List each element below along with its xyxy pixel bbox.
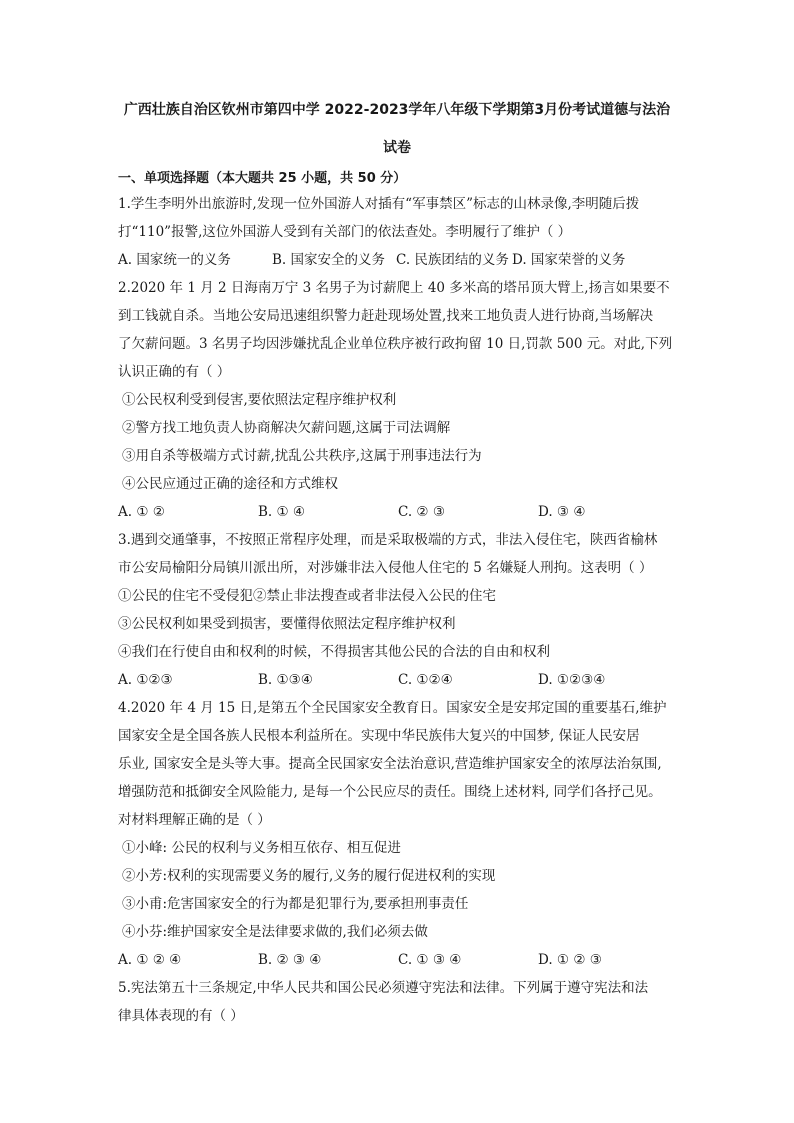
- question-text: 市公安局榆阳分局镇川派出所，对涉嫌非法入侵他人住宅的 5 名嫌疑人刑拘。这表明（ ）: [118, 560, 653, 576]
- question-text: 1.学生李明外出旅游时,发现一位外国游人对插有“军事禁区”标志的山林录像,李明随后拨: [118, 196, 640, 212]
- question-text: 对材料理解正确的是（ ）: [118, 812, 271, 828]
- exam-title-line1: 广西壮族自治区钦州市第四中学 2022-2023学年八年级下学期第3月份考试道德与法治: [123, 102, 671, 118]
- options-row: [118, 946, 680, 974]
- option-c: C. 民族团结的义务: [396, 252, 509, 268]
- question-text: 2.2020 年 1 月 2 日海南万宁 3 名男子为讨薪爬上 40 多米高的塔吊顶大臂上,扬言如果要不: [118, 280, 670, 296]
- question-text: ③公民权利如果受到损害，要懂得依照法定程序维护权利: [118, 616, 456, 632]
- question-text: 到工钱就自杀。当地公安局迅速组织警力赶赴现场处置,找来工地负责人进行协商,当场解决: [118, 308, 654, 324]
- statement: ④公民应通过正确的途径和方式维权: [122, 476, 338, 492]
- question-text: 打“110”报警,这位外国游人受到有关部门的依法查处。李明履行了维护（ ）: [118, 224, 572, 240]
- question-text: 律具体表现的有（ ）: [118, 1008, 244, 1024]
- question-text: 国家安全是全国各族人民根本利益所在。实现中华民族伟大复兴的中国梦, 保证人民安居: [118, 728, 640, 744]
- question-text: ①公民的住宅不受侵犯②禁止非法搜查或者非法侵入公民的住宅: [118, 588, 496, 604]
- question-text: 认识正确的有（ ）: [118, 364, 231, 380]
- statement: ①小峰: 公民的权利与义务相互依存、相互促进: [122, 840, 401, 856]
- statement: ①公民权利受到侵害,要依照法定程序维护权利: [122, 392, 397, 408]
- question-text: 5.宪法第五十三条规定,中华人民共和国公民必须遵守宪法和法律。下列属于遵守宪法和法: [118, 980, 649, 996]
- question-5: [118, 974, 680, 1030]
- option-a: A. 国家统一的义务: [118, 252, 231, 268]
- statement: ④小芬:维护国家安全是法律要求做的,我们必须去做: [122, 924, 428, 940]
- option-d: D. ① ② ③: [538, 952, 602, 968]
- option-c: C. ① ③ ④: [398, 952, 462, 968]
- section-heading: 一、单项选择题（本大题共 25 小题，共 50 分）: [118, 171, 407, 186]
- options-row: [118, 246, 680, 274]
- question-3: [118, 526, 680, 694]
- question-2: [118, 274, 680, 526]
- option-c: C. ①②④: [398, 672, 453, 688]
- option-b: B. ①③④: [258, 672, 313, 688]
- question-text: 3.遇到交通肇事，不按照正常程序处理，而是采取极端的方式，非法入侵住宅，陕西省榆林: [118, 532, 658, 548]
- question-1: [118, 190, 680, 274]
- option-a: A. ① ② ④: [118, 952, 182, 968]
- option-a: A. ①②③: [118, 672, 173, 688]
- statement: ③用自杀等极端方式讨薪,扰乱公共秩序,这属于刑事违法行为: [122, 448, 482, 464]
- option-c: C. ② ③: [398, 504, 445, 520]
- question-text: 增强防范和抵御安全风险能力, 是每一个公民应尽的责任。围绕上述材料, 同学们各抒己见。: [118, 784, 662, 800]
- question-text: ④我们在行使自由和权利的时候，不得损害其他公民的合法的自由和权利: [118, 644, 550, 660]
- option-b: B. ② ③ ④: [258, 952, 322, 968]
- options-row: [118, 666, 680, 694]
- option-b: B. ① ④: [258, 504, 305, 520]
- statement: ③小甫:危害国家安全的行为都是犯罪行为,要承担刑事责任: [122, 896, 469, 912]
- question-text: 4.2020 年 4 月 15 日,是第五个全民国家安全教育日。国家安全是安邦定国的重要基石,维护: [118, 700, 667, 716]
- option-a: A. ① ②: [118, 504, 165, 520]
- options-row: [118, 498, 680, 526]
- question-4: [118, 694, 680, 974]
- statement: ②警方找工地负责人协商解决欠薪问题,这属于司法调解: [122, 420, 451, 436]
- option-d: D. ③ ④: [538, 504, 586, 520]
- statement: ②小芳:权利的实现需要义务的履行,义务的履行促进权利的实现: [122, 868, 496, 884]
- exam-content: [118, 168, 680, 1030]
- question-text: 了欠薪问题。3 名男子均因涉嫌扰乱企业单位秩序被行政拘留 10 日,罚款 500 元。对此,下列: [118, 336, 673, 352]
- option-d: D. ①②③④: [538, 672, 606, 688]
- question-text: 乐业, 国家安全是头等大事。提高全民国家安全法治意识,营造维护国家安全的浓厚法治氛围,: [118, 756, 662, 772]
- option-d: D. 国家荣誉的义务: [512, 252, 626, 268]
- exam-title-line2: 试卷: [383, 140, 411, 156]
- option-b: B. 国家安全的义务: [272, 252, 386, 268]
